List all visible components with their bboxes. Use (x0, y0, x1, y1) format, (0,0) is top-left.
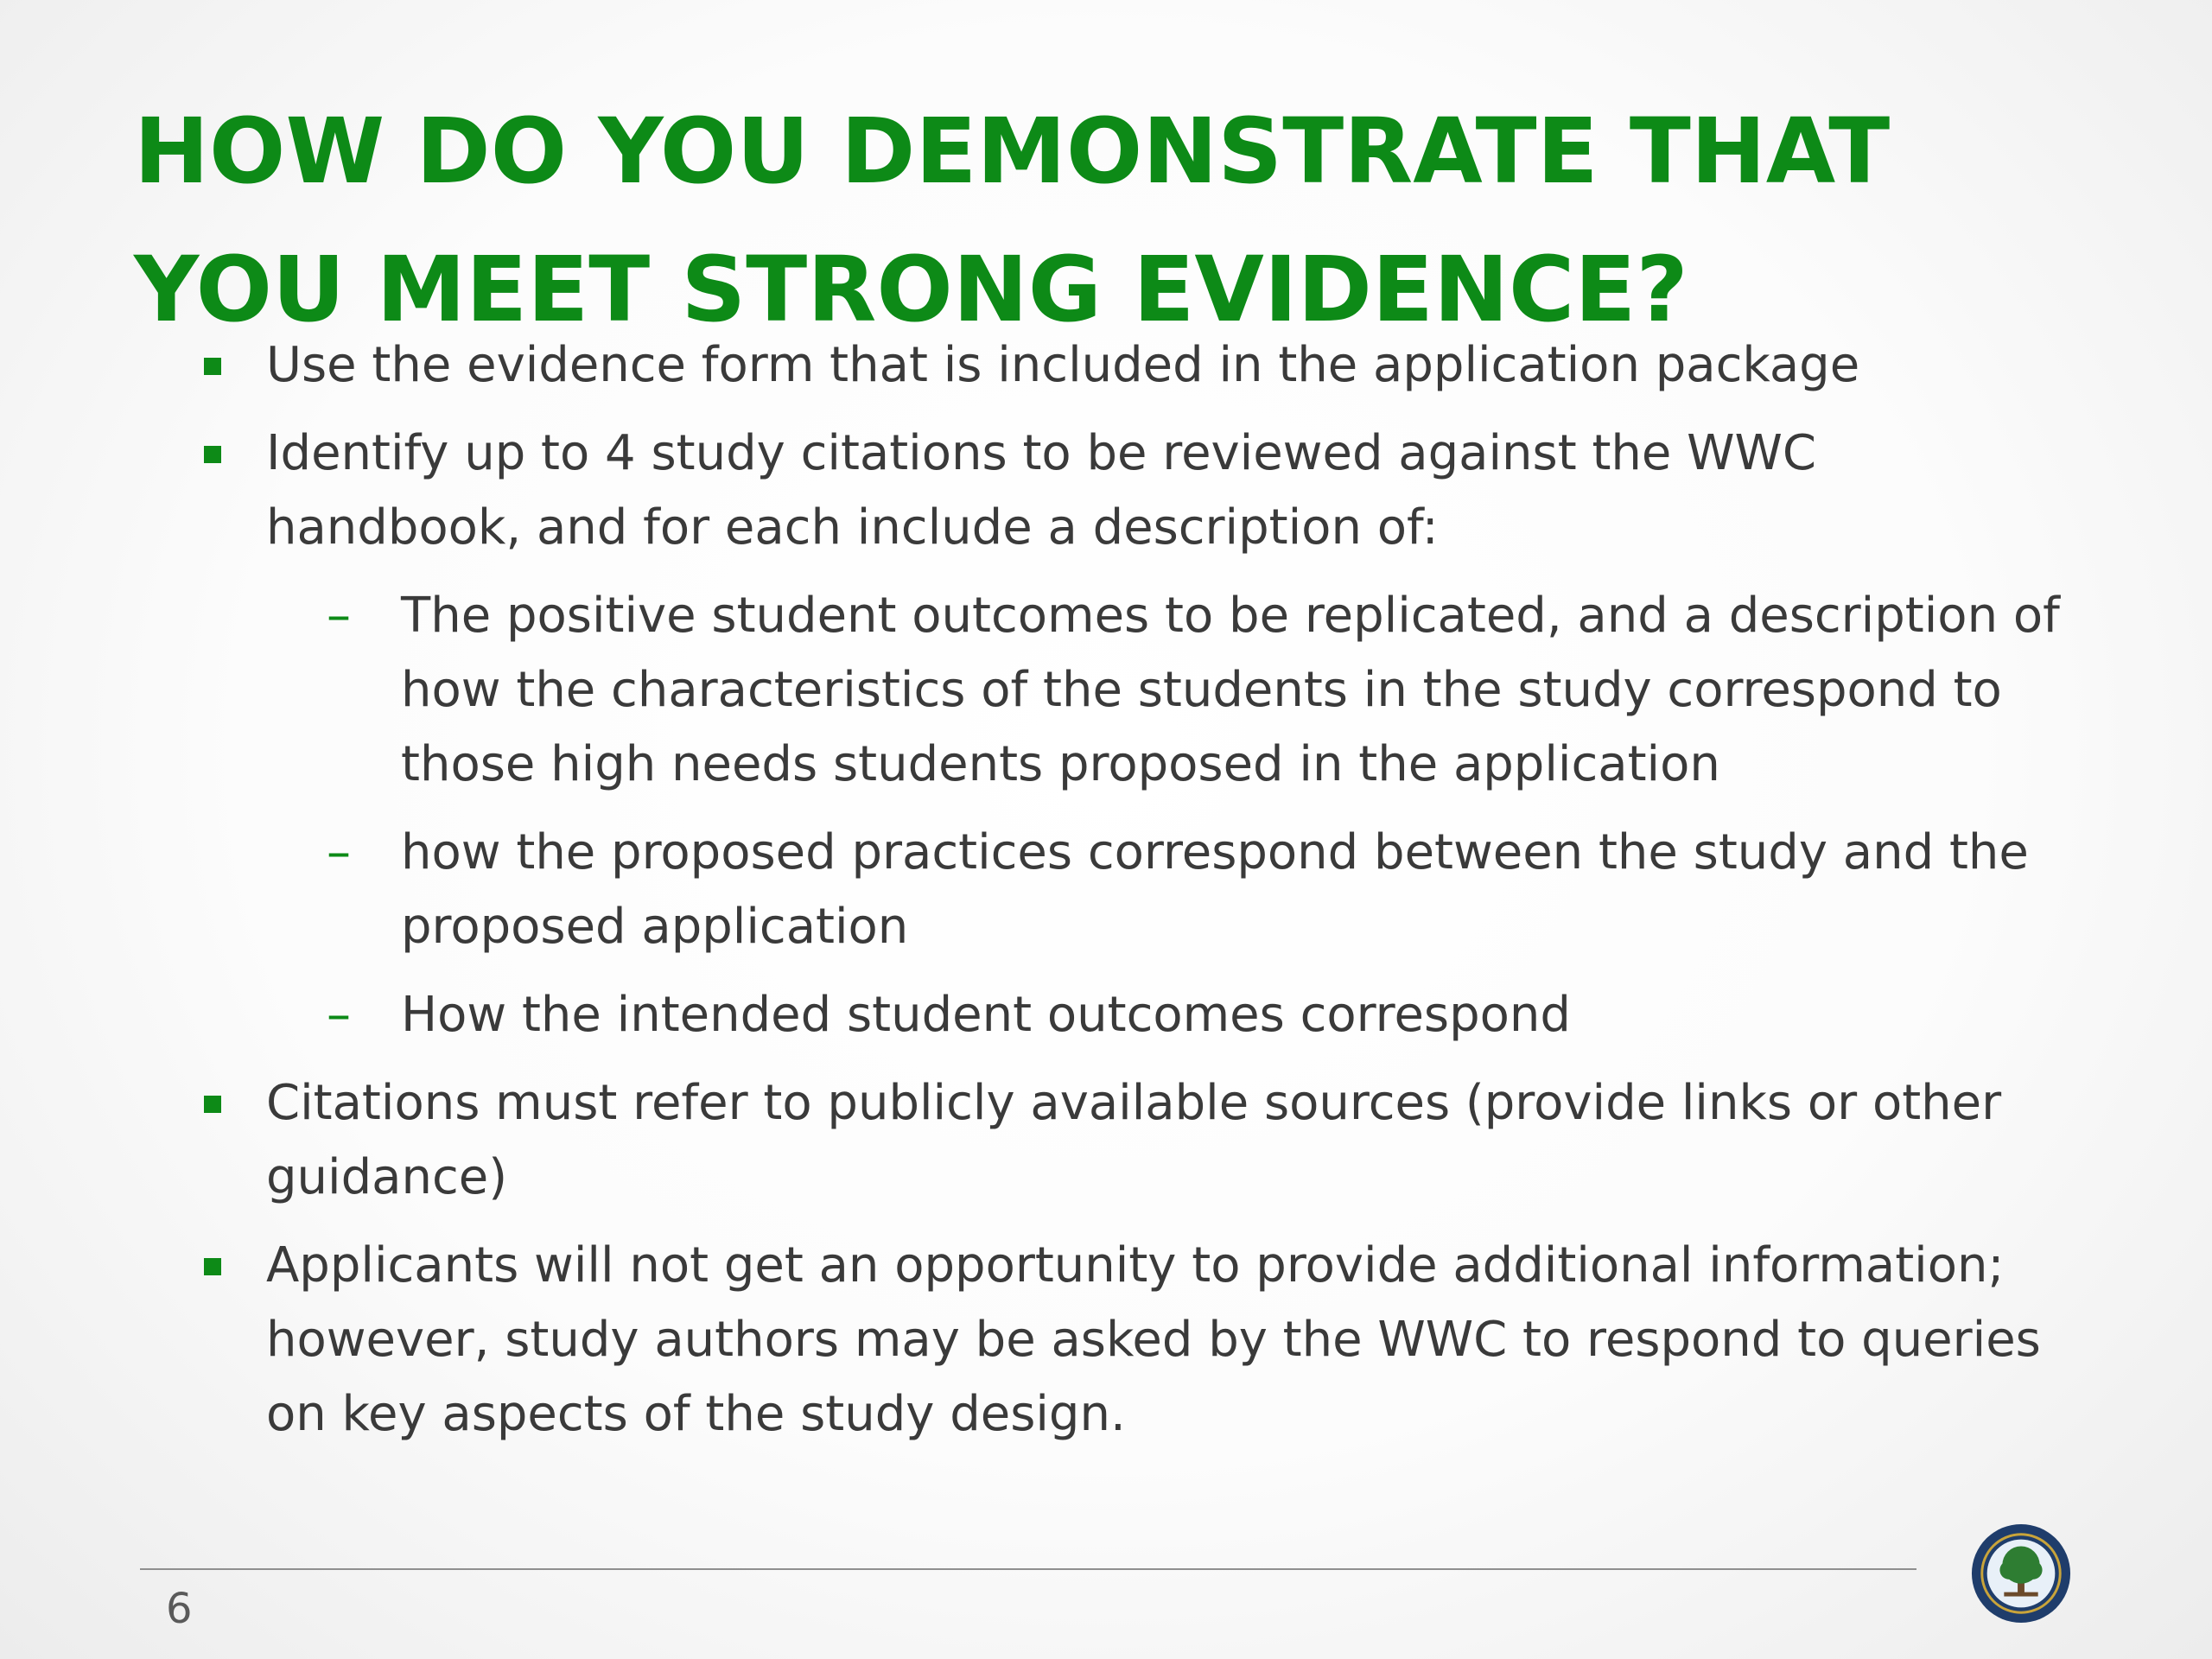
department-of-education-seal-icon (1970, 1522, 2072, 1624)
bullet-text: Use the evidence form that is included in the application package (266, 337, 1860, 393)
bullet-item (197, 1066, 2081, 1215)
sub-bullet-text: how the proposed practices correspond between the study and the proposed application (401, 824, 2029, 955)
bullet-item (197, 328, 2081, 403)
sub-bullet-item (197, 579, 2081, 802)
square-bullet-icon (204, 446, 221, 463)
sub-bullet-item (197, 978, 2081, 1052)
sub-bullet-item (197, 816, 2081, 964)
square-bullet-icon (204, 1258, 221, 1275)
footer-divider (140, 1568, 1916, 1570)
sub-bullet-text: The positive student outcomes to be replicated, and a description of how the characteristics of the students in the study correspond to those high needs students proposed in the application (401, 588, 2060, 792)
sub-bullet-text: How the intended student outcomes correspond (401, 987, 1571, 1043)
dash-bullet-icon: – (327, 824, 351, 880)
square-bullet-icon (204, 358, 221, 375)
dash-bullet-icon: – (327, 987, 351, 1043)
page-number: 6 (166, 1585, 193, 1633)
square-bullet-icon (204, 1096, 221, 1113)
bullet-item (197, 416, 2081, 565)
slide-body (197, 328, 2081, 1465)
bullet-item (197, 1229, 2081, 1452)
slide-title: HOW DO YOU DEMONSTRATE THAT YOU MEET STRONG EVIDENCE? (134, 99, 1891, 342)
bullet-text: Citations must refer to publicly available sources (provide links or other guidance) (266, 1075, 2002, 1205)
bullet-text: Identify up to 4 study citations to be reviewed against the WWC handbook, and for each include a description of: (266, 425, 1816, 556)
bullet-text: Applicants will not get an opportunity to provide additional information; however, study authors may be asked by the WWC to respond to queries on key aspects of the study design. (266, 1237, 2041, 1442)
dash-bullet-icon: – (327, 588, 351, 644)
